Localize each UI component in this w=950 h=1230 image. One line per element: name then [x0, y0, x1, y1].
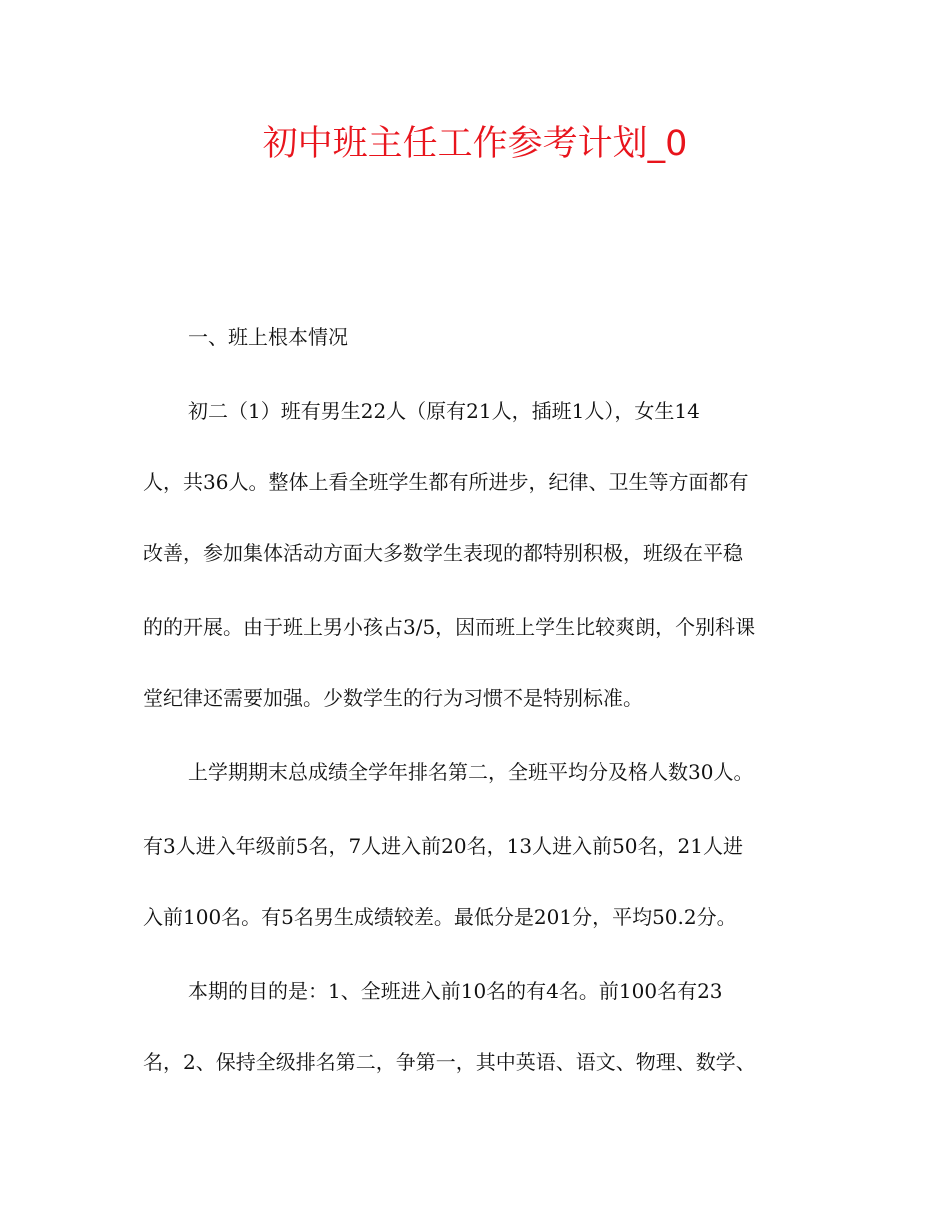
- paragraph-line: 本期的目的是：1、全班进入前10名的有4名。前100名有23: [188, 979, 723, 1003]
- paragraph-line: 人，共36人。整体上看全班学生都有所进步，纪律、卫生等方面都有: [143, 470, 749, 494]
- document-title: 初中班主任工作参考计划_0: [262, 124, 688, 164]
- paragraph-line: 有3人进入年级前5名，7人进入前20名，13人进入前50名，21人进: [143, 834, 743, 858]
- paragraph-line: 堂纪律还需要加强。少数学生的行为习惯不是特别标准。: [143, 686, 643, 710]
- paragraph-line: 入前100名。有5名男生成绩较差。最低分是201分，平均50.2分。: [143, 905, 737, 929]
- paragraph-line: 上学期期末总成绩全学年排名第二，全班平均分及格人数30人。: [188, 760, 754, 784]
- paragraph-line: 的的开展。由于班上男小孩占3/5，因而班上学生比较爽朗，个别科课: [143, 615, 756, 639]
- paragraph-line: 名，2、保持全级排名第二，争第一，其中英语、语文、物理、数学、: [143, 1050, 756, 1074]
- section-heading: 一、班上根本情况: [188, 325, 348, 349]
- paragraph-line: 初二（1）班有男生22人（原有21人，插班1人），女生14: [188, 399, 700, 423]
- paragraph-line: 改善，参加集体活动方面大多数学生表现的都特别积极，班级在平稳: [143, 541, 743, 565]
